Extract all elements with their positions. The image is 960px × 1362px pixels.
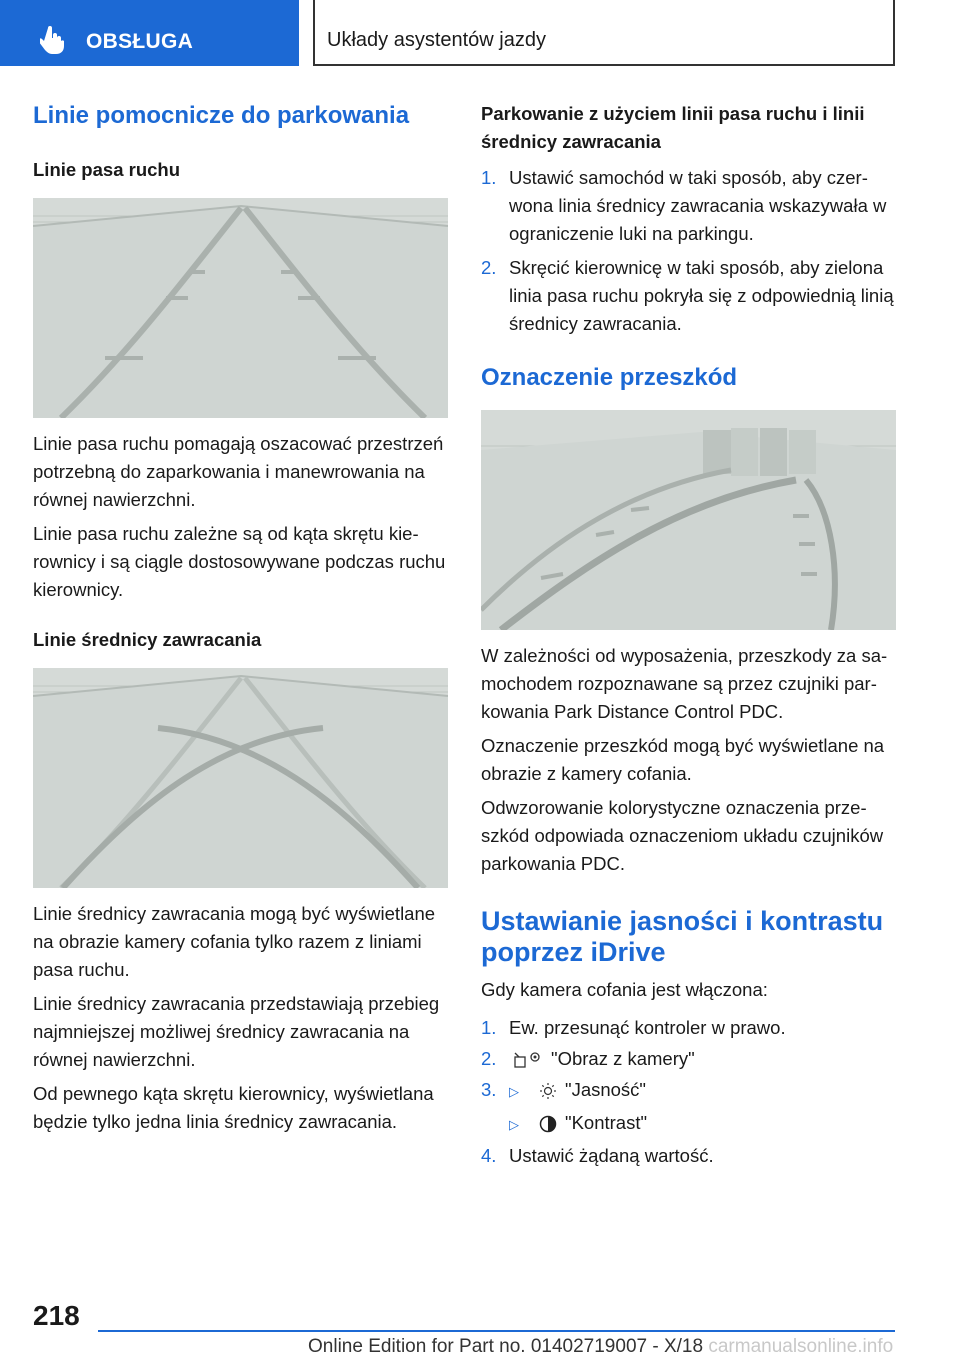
list-item: 1. Ew. przesunąć kontroler w prawo. xyxy=(481,1017,786,1038)
list-item: 3. ▷ "Jasność" xyxy=(481,1076,896,1106)
section-title-parking-lines: Linie pomocnicze do parkowania xyxy=(33,102,410,129)
list-item: 1. Ustawić samochód w taki sposób, aby czerwona linia średnicy zawracania wskazywała w ograniczenie luki na parkingu. xyxy=(481,167,887,244)
page-number: 218 xyxy=(33,1300,80,1331)
lane-lines-paragraph-1: Linie pasa ruchu pomagają oszacować przestrzeń potrzebną do zaparkowania i manewrowania na równej nawierzchni. xyxy=(33,433,444,510)
parking-steps-list xyxy=(481,164,896,338)
chapter-title: Układy asystentów jazdy xyxy=(327,29,546,51)
parking-with-lines-title: Parkowanie z użyciem linii pasa ruchu i linii średnicy zawracania xyxy=(481,103,865,152)
list-item: 4. Ustawić żądaną wartość. xyxy=(481,1145,714,1166)
subsection-title-lane-lines: Linie pasa ruchu xyxy=(33,159,181,180)
triangle-bullet-icon: ▷ xyxy=(509,1084,519,1099)
lane-lines-figure xyxy=(33,198,448,418)
header-section-tab xyxy=(0,0,299,66)
watermark-text: carmanualsonline.info xyxy=(708,1336,894,1357)
hand-pointer-icon xyxy=(40,26,66,54)
turning-lines-paragraph-3: Od pewnego kąta skrętu kierownicy, wyświetlana będzie tylko jedna linia średnicy zawracania. xyxy=(33,1083,434,1132)
footer-edition xyxy=(308,1336,893,1358)
subsection-title-turning-lines: Linie średnicy zawracania xyxy=(33,629,262,650)
section-title-brightness-contrast: Ustawianie jasności i kontrastu poprzez iDrive xyxy=(481,906,884,967)
lane-lines-paragraph-2: Linie pasa ruchu zależne są od kąta skrętu kierownicy i są ciągle dostosowywane podczas ruchu kierownicy. xyxy=(33,523,446,600)
list-item: ▷ "Kontrast" xyxy=(481,1109,896,1139)
turning-lines-paragraph-1: Linie średnicy zawracania mogą być wyświetlane na obrazie kamery cofania tylko razem z liniami pasa ruchu. xyxy=(33,903,436,980)
footer-divider xyxy=(98,1330,895,1332)
brightness-sun-icon xyxy=(539,1082,557,1100)
section-title-obstacles: Oznaczenie przeszkód xyxy=(481,364,738,391)
obstacles-paragraph-2: Oznaczenie przeszkód mogą być wyświetlane na obrazie z kamery cofania. xyxy=(481,735,885,784)
obstacles-paragraph-1: W zależności od wyposażenia, przeszkody za samochodem rozpoznawane są przez czujniki parkowania Park Distance Control PDC. xyxy=(481,645,888,722)
left-column xyxy=(33,100,448,1136)
obstacle-marking-figure xyxy=(481,410,896,630)
edition-text: Online Edition for Part no. 01402719007 - X/18 xyxy=(308,1336,704,1357)
right-column xyxy=(481,100,896,1170)
chapter-header xyxy=(313,0,895,66)
list-item: 2. Skręcić kierownicę w taki sposób, aby zielona linia pasa ruchu pokryła się z odpowiednią linią średnicy zawracania. xyxy=(481,257,894,334)
contrast-icon xyxy=(539,1115,557,1133)
section-tab-label: OBSŁUGA xyxy=(86,30,194,53)
list-item: 2. "Obraz z kamery" xyxy=(481,1045,896,1073)
turning-circle-lines-figure xyxy=(33,668,448,888)
brightness-intro: Gdy kamera cofania jest włączona: xyxy=(481,979,768,1000)
turning-lines-paragraph-2: Linie średnicy zawracania przedstawiają przebieg najmniejszej możliwej średnicy zawracania na równej nawierzchni. xyxy=(33,993,440,1070)
obstacles-paragraph-3: Odwzorowanie kolorystyczne oznaczenia przeszkód odpowiada oznaczeniom układu czujników parkowania PDC. xyxy=(481,797,884,874)
triangle-bullet-icon: ▷ xyxy=(509,1117,519,1132)
brightness-steps-list xyxy=(481,1014,896,1170)
camera-settings-icon xyxy=(513,1049,543,1071)
